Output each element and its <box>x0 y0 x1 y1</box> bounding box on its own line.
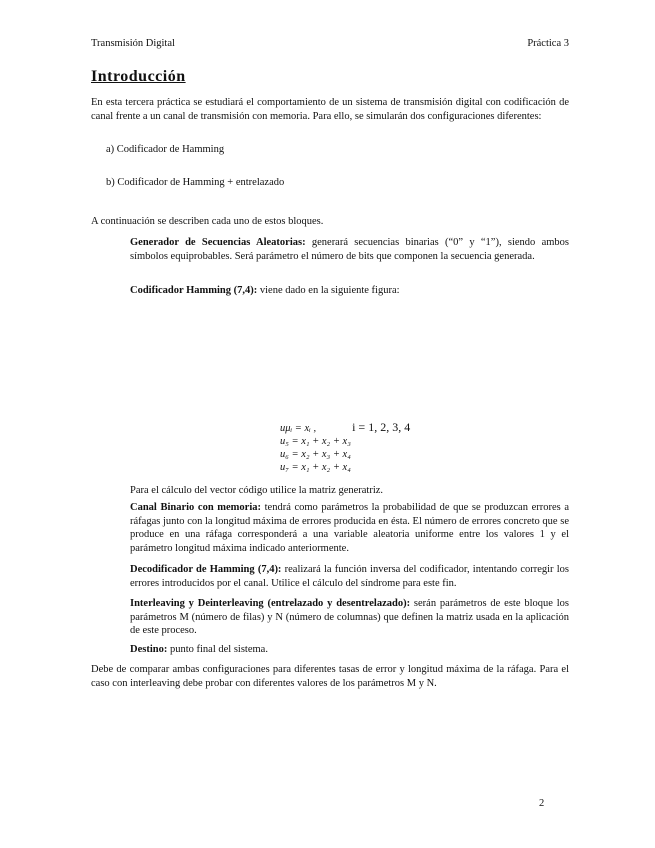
generator-paragraph <box>130 236 569 263</box>
decoder-term: Decodificador de Hamming (7,4): <box>130 564 282 575</box>
option-a: a) Codificador de Hamming <box>106 144 225 155</box>
destination-term: Destino: <box>130 644 168 655</box>
equation-2: u₅ = x₁ + x₂ + x₃ <box>280 436 351 447</box>
destination-text: punto final del sistema. <box>167 644 268 655</box>
channel-paragraph <box>130 501 569 555</box>
decoder-text: realizará la función inversa del codificador, intentando corregir los errores introducidos por el canal. Utilice el cálculo del síndrome para este fin. <box>130 564 570 589</box>
interleaving-text: serán parámetros de este bloque los parámetros M (número de filas) y N (número de columnas) que definen la matriz usada en la aplicación de este proceso. <box>130 598 569 636</box>
encoder-text: viene dado en la siguiente figura: <box>257 285 400 296</box>
encoder-paragraph <box>130 284 569 298</box>
generator-term: Generador de Secuencias Aleatorias: <box>130 237 306 248</box>
intro-paragraph: En esta tercera práctica se estudiará el comportamiento de un sistema de transmisión digital con codificación de canal frente a un canal de transmisión con memoria. Para ello, se simularán dos configuraciones diferentes: <box>91 97 569 122</box>
channel-term: Canal Binario con memoria: <box>130 502 262 513</box>
matrix-note: Para el cálculo del vector código utilice la matriz generatriz. <box>130 485 384 496</box>
section-title: Introducción <box>91 68 186 85</box>
header-right: Práctica 3 <box>527 38 569 49</box>
decoder-paragraph <box>130 563 569 590</box>
equation-4: u₇ = x₁ + x₂ + x₄ <box>280 462 351 473</box>
generator-text: generará secuencias binarias (“0” y “1”), siendo ambos símbolos equiprobables. Será parámetro el número de bits que componen la secuencia generada. <box>130 237 569 262</box>
header-left: Transmisión Digital <box>91 38 175 49</box>
equation-1-condition: i = 1, 2, 3, 4 <box>352 420 411 434</box>
closing-paragraph: Debe de comparar ambas configuraciones para diferentes tasas de error y longitud máxima de la ráfaga. Para el caso con interleaving debe probar con diferentes valores de los parámetros M y N. <box>91 664 569 689</box>
channel-text: tendrá como parámetros la probabilidad de que se produzcan errores a ráfagas junto con la longitud máxima de errores producida en ésta. El número de errores concreto que se produce en una ráfaga corresponderá a una variable aleatoria uniforme entre los valores 1 y el parámetro longitud máxima indicado anteriormente. <box>130 502 569 554</box>
option-b: b) Codificador de Hamming + entrelazado <box>106 177 285 188</box>
interleaving-term: Interleaving y Deinterleaving (entrelazado y desentrelazado): <box>130 598 411 609</box>
encoder-term: Codificador Hamming (7,4): <box>130 285 258 296</box>
interleaving-paragraph <box>130 597 569 638</box>
destination-paragraph <box>130 643 569 657</box>
equation-1: uμᵢ = xᵢ , <box>280 423 317 434</box>
hamming-equations <box>280 421 410 474</box>
page-number: 2 <box>539 798 545 809</box>
equation-3: u₆ = x₂ + x₃ + x₄ <box>280 449 351 460</box>
continuation-text: A continuación se describen cada uno de estos bloques. <box>91 216 324 227</box>
